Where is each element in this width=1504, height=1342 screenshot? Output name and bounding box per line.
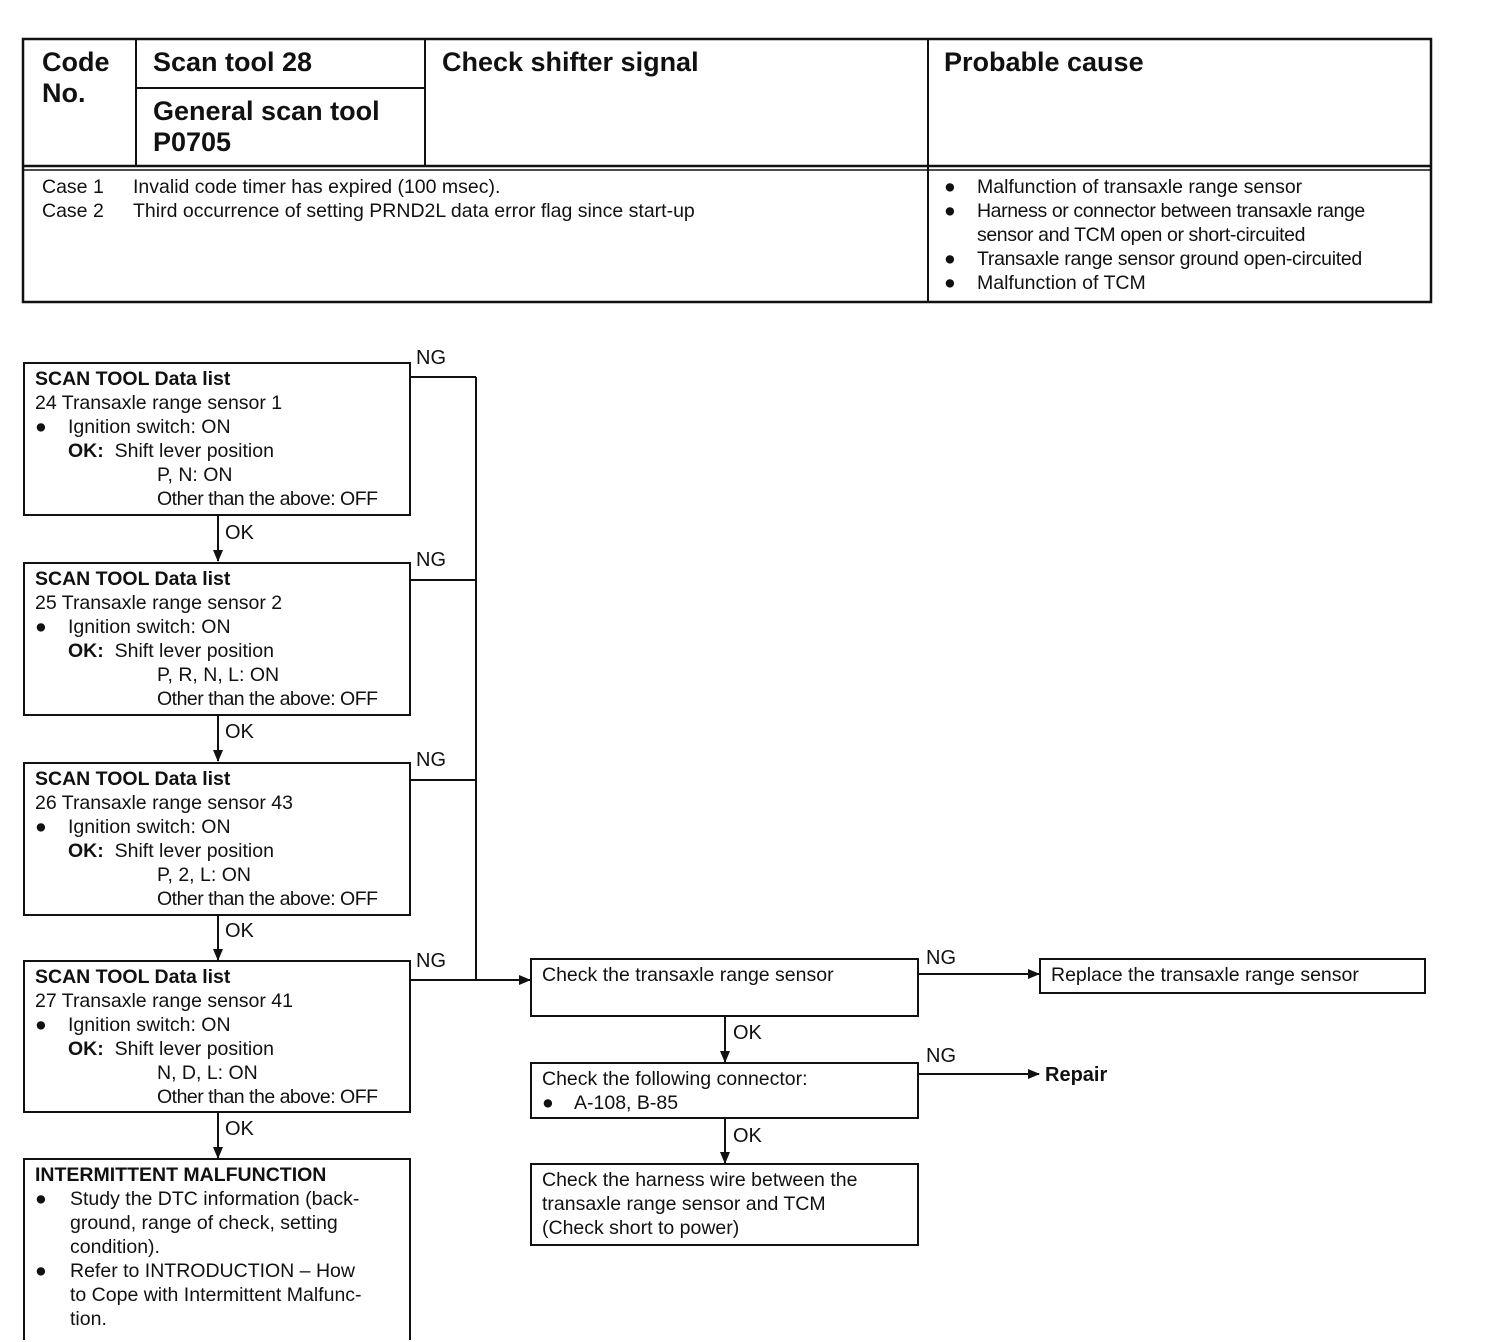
case-2-text: Third occurrence of setting PRND2L data error flag since start-up [133,200,695,222]
bullet-icon: ● [35,416,47,438]
step-1-box [23,362,411,516]
step-off-text: Other than the above: OFF [157,888,378,910]
bullet-icon: ● [35,1188,47,1210]
step-item: 27 Transaxle range sensor 41 [35,990,293,1012]
step-3-box [23,762,411,916]
step-on-text: P, 2, L: ON [157,864,251,886]
check-title: Check shifter signal [442,47,699,77]
check-sensor-text: Check the transaxle range sensor [542,964,834,986]
intermittent-line: ground, range of check, setting [70,1212,338,1234]
ok-label: OK [225,522,254,544]
cause-bullet: ● [944,272,956,294]
cause-3: Transaxle range sensor ground open-circuited [977,248,1362,270]
intermittent-title: INTERMITTENT MALFUNCTION [35,1164,327,1186]
intermittent-line: condition). [70,1236,160,1258]
step-ok-text: Shift lever position [114,840,274,862]
step-ok-text: Shift lever position [114,640,274,662]
bullet-icon: ● [35,1014,47,1036]
intermittent-line: to Cope with Intermittent Malfunc- [70,1284,362,1306]
ok-label: OK [225,920,254,942]
step-title: SCAN TOOL Data list [35,568,231,590]
intermittent-line: Refer to INTRODUCTION – How [70,1260,355,1282]
harness-line: Check the harness wire between the [542,1169,858,1191]
step-title: SCAN TOOL Data list [35,966,231,988]
step-item: 26 Transaxle range sensor 43 [35,792,293,814]
step-2-box [23,562,411,716]
cause-2: Harness or connector between transaxle range sensor and TCM open or short-circuited [977,200,1365,246]
harness-line: transaxle range sensor and TCM [542,1193,826,1215]
check-sensor-box [530,958,919,1017]
step-condition: Ignition switch: ON [68,816,231,838]
repair-label: Repair [1045,1064,1108,1086]
step-item: 24 Transaxle range sensor 1 [35,392,283,414]
ng-label: NG [416,950,446,972]
cause-4: Malfunction of TCM [977,272,1146,294]
step-ok-text: Shift lever position [114,440,274,462]
check-connector-text: Check the following connector: [542,1068,808,1090]
case-1-label: Case 1 [42,176,104,198]
step-item: 25 Transaxle range sensor 2 [35,592,283,614]
step-title: SCAN TOOL Data list [35,368,231,390]
check-harness-box [530,1163,919,1246]
step-off-text: Other than the above: OFF [157,688,378,710]
step-4-box [23,960,411,1113]
replace-sensor-box [1039,958,1426,994]
code-no-header: Code No. [42,47,110,108]
scan-tool-header: Scan tool 28 [153,47,313,77]
ng-label: NG [416,749,446,771]
bullet-icon: ● [35,816,47,838]
ok-label: OK [733,1022,762,1044]
check-connector-box [530,1062,919,1119]
bullet-icon: ● [35,1260,47,1282]
intermittent-line: tion. [70,1308,107,1330]
ng-label: NG [926,947,956,969]
step-condition: Ignition switch: ON [68,616,231,638]
ok-key: OK: [68,640,104,662]
case-1-text: Invalid code timer has expired (100 msec). [133,176,501,198]
intermittent-line: Study the DTC information (back- [70,1188,360,1210]
step-on-text: N, D, L: ON [157,1062,258,1084]
cause-1: Malfunction of transaxle range sensor [977,176,1303,198]
ok-key: OK: [68,1038,104,1060]
ok-label: OK [733,1125,762,1147]
step-title: SCAN TOOL Data list [35,768,231,790]
replace-sensor-text: Replace the transaxle range sensor [1051,964,1359,986]
bullet-icon: ● [542,1092,554,1114]
step-condition: Ignition switch: ON [68,416,231,438]
intermittent-box [23,1158,411,1340]
harness-line: (Check short to power) [542,1217,740,1239]
general-scan-tool-header: General scan tool P0705 [153,96,380,157]
probable-cause-header: Probable cause [944,47,1144,77]
ng-label: NG [416,347,446,369]
case-2-label: Case 2 [42,200,104,222]
ng-label: NG [416,549,446,571]
bullet-icon: ● [35,616,47,638]
step-off-text: Other than the above: OFF [157,1086,378,1108]
ok-label: OK [225,1118,254,1140]
cause-bullet: ● [944,200,956,222]
ok-label: OK [225,721,254,743]
step-off-text: Other than the above: OFF [157,488,378,510]
ok-key: OK: [68,440,104,462]
ok-key: OK: [68,840,104,862]
cause-bullet: ● [944,176,956,198]
step-on-text: P, R, N, L: ON [157,664,280,686]
step-ok-text: Shift lever position [114,1038,274,1060]
step-condition: Ignition switch: ON [68,1014,231,1036]
step-on-text: P, N: ON [157,464,233,486]
connector-ids: A-108, B-85 [574,1092,679,1114]
ng-label: NG [926,1045,956,1067]
cause-bullet: ● [944,248,956,270]
